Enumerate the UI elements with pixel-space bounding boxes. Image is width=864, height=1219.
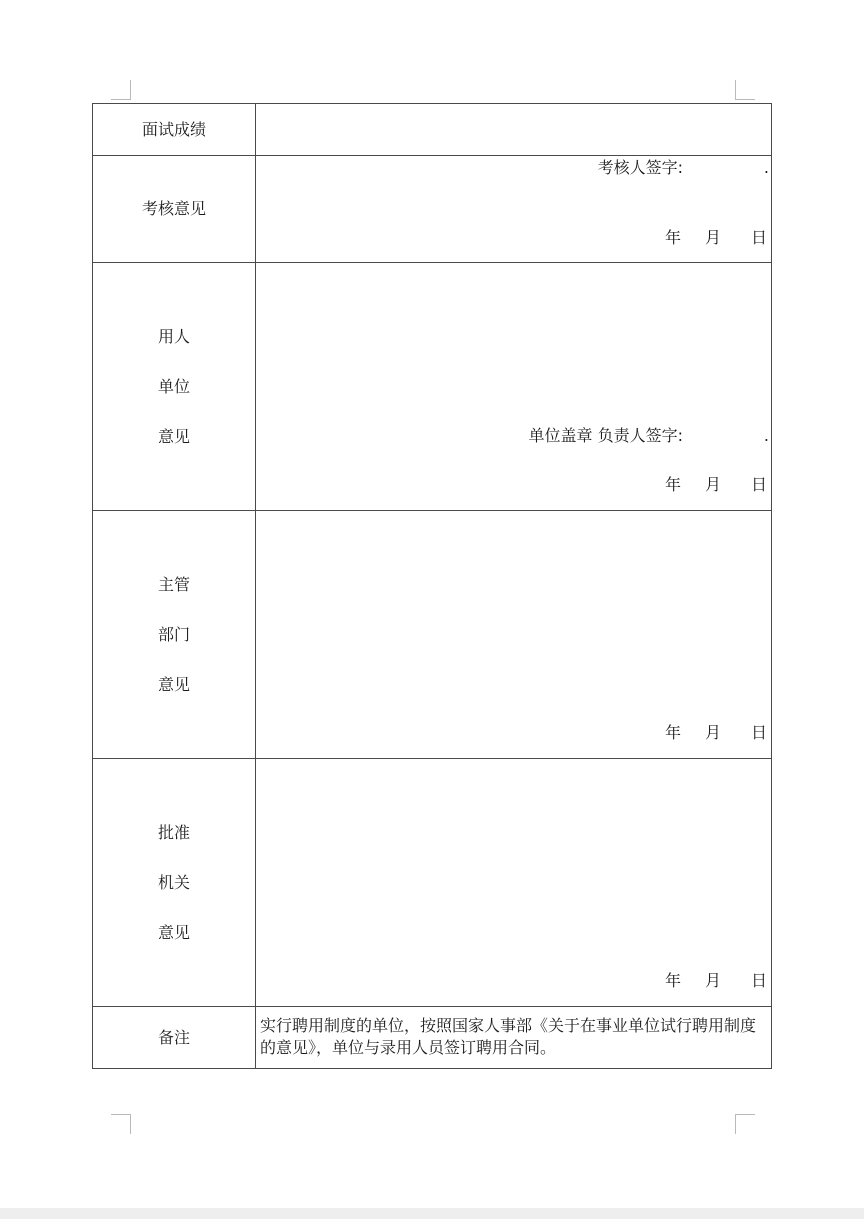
- supervisor-date: [665, 722, 767, 744]
- field-supervisor-opinion[interactable]: [256, 511, 772, 759]
- date-month: 月: [704, 723, 721, 742]
- assessor-signature-label: 考核人签字:: [597, 158, 683, 177]
- row-supervisor: [93, 511, 772, 759]
- crop-mark-bottom-right: [735, 1114, 755, 1134]
- label-remarks: 备注: [93, 1007, 256, 1069]
- employer-signature-mark: .: [763, 426, 769, 445]
- crop-mark-top-right: [735, 80, 755, 100]
- field-assessment-opinion[interactable]: [256, 156, 772, 263]
- label-line: 机关: [157, 872, 190, 892]
- label-line: 意见: [157, 922, 190, 942]
- date-year: 年: [664, 971, 681, 990]
- row-assessment: [93, 156, 772, 263]
- crop-mark-bottom-left: [111, 1114, 131, 1134]
- label-employer-opinion: [93, 263, 256, 511]
- date-day: 日: [750, 723, 767, 742]
- crop-mark-top-left: [111, 80, 131, 100]
- label-supervisor-opinion: [93, 511, 256, 759]
- label-approval-opinion: [93, 759, 256, 1007]
- field-remarks: [256, 1007, 772, 1069]
- assessor-signature-mark: .: [763, 158, 769, 177]
- date-day: 日: [750, 971, 767, 990]
- label-line: 批准: [157, 822, 190, 842]
- label-line: 意见: [157, 426, 190, 446]
- date-day: 日: [750, 475, 767, 494]
- page-bottom-edge: [0, 1208, 864, 1219]
- date-month: 月: [704, 971, 721, 990]
- date-month: 月: [704, 475, 721, 494]
- row-approval: [93, 759, 772, 1007]
- employer-signature-label: 单位盖章 负责人签字:: [528, 426, 683, 445]
- label-line: 单位: [157, 376, 190, 396]
- label-line: 主管: [157, 574, 190, 594]
- field-interview-score[interactable]: [256, 104, 772, 156]
- label-interview-score: 面试成绩: [93, 104, 256, 156]
- row-employer: [93, 263, 772, 511]
- label-line: 部门: [157, 624, 190, 644]
- form-table: [92, 103, 772, 1069]
- date-year: 年: [664, 723, 681, 742]
- row-remarks: [93, 1007, 772, 1069]
- label-line: 用人: [157, 326, 190, 346]
- field-approval-opinion[interactable]: [256, 759, 772, 1007]
- date-year: 年: [664, 228, 681, 247]
- label-line: 意见: [157, 674, 190, 694]
- field-employer-opinion[interactable]: [256, 263, 772, 511]
- label-assessment-opinion: 考核意见: [93, 156, 256, 263]
- date-year: 年: [664, 475, 681, 494]
- employer-date: [665, 474, 767, 496]
- date-month: 月: [704, 228, 721, 247]
- remarks-text: 实行聘用制度的单位，按照国家人事部《关于在事业单位试行聘用制度的意见》，单位与录用人员签订聘用合同。: [260, 1016, 757, 1057]
- row-interview: [93, 104, 772, 156]
- approval-date: [665, 970, 767, 992]
- assessment-date: [665, 227, 767, 249]
- date-day: 日: [750, 228, 767, 247]
